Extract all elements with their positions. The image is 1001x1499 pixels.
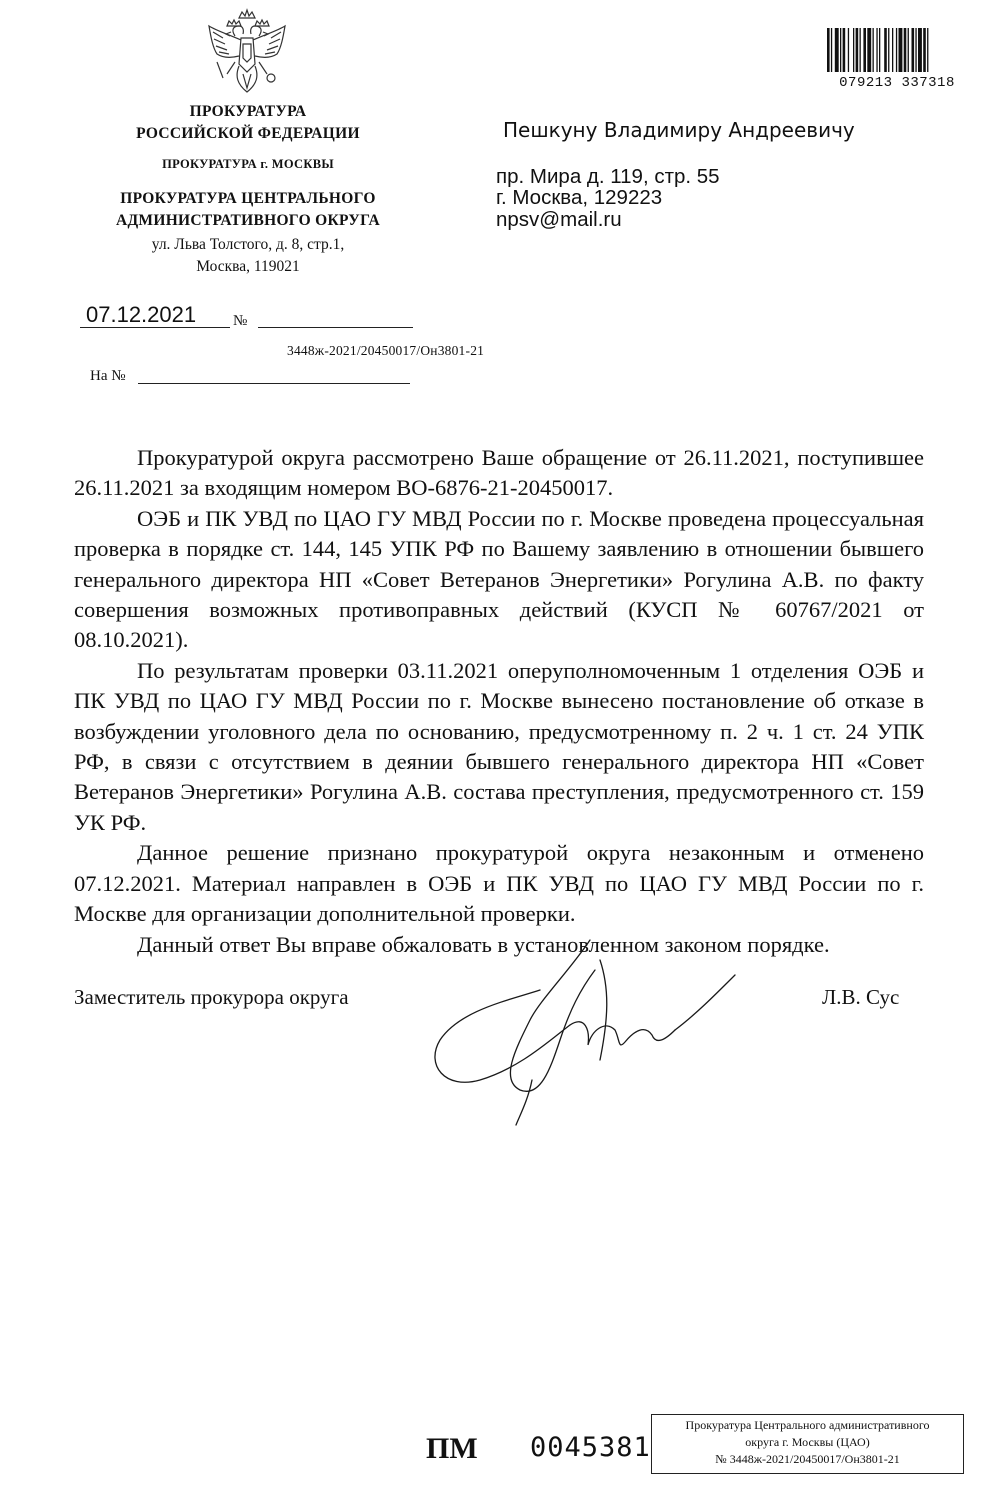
org-name-line5: АДМИНИСТРАТИВНОГО ОКРУГА bbox=[115, 212, 381, 229]
reply-to-underline bbox=[138, 383, 410, 384]
barcode-bar bbox=[888, 28, 889, 72]
barcode-bar bbox=[860, 28, 861, 72]
barcode-bar bbox=[873, 28, 874, 72]
barcode-bar bbox=[835, 28, 839, 72]
barcode bbox=[825, 28, 967, 80]
org-address-line1: ул. Льва Толстого, д. 8, стр.1, bbox=[151, 236, 345, 253]
barcode-bar bbox=[848, 28, 849, 72]
body-paragraph-5: Данный ответ Вы вправе обжаловать в установленном законом порядке. bbox=[137, 931, 830, 957]
body-paragraph-4: Данное решение признано прокуратурой округа незаконным и отменено 07.12.2021. Материал направлен в ОЭБ и ПК УВД по ЦАО ГУ МВД России по г. Москве для организации дополнительной проверки. bbox=[74, 840, 924, 927]
barcode-bar bbox=[853, 28, 854, 72]
barcode-bar bbox=[908, 28, 909, 72]
number-label: № bbox=[233, 313, 248, 329]
recipient-address-line2: г. Москва, 129223 bbox=[496, 186, 663, 209]
barcode-bar bbox=[863, 28, 866, 72]
recipient-email: npsv@mail.ru bbox=[496, 208, 622, 231]
org-name-line4: ПРОКУРАТУРА ЦЕНТРАЛЬНОГО bbox=[120, 190, 376, 207]
org-address-line2: Москва, 119021 bbox=[196, 258, 300, 275]
barcode-bar bbox=[899, 28, 903, 72]
date-underline bbox=[80, 327, 230, 328]
recipient-address-line1: пр. Мира д. 119, стр. 55 bbox=[496, 165, 720, 188]
barcode-bar bbox=[923, 28, 926, 72]
barcode-bar bbox=[843, 28, 846, 72]
number-underline bbox=[258, 327, 413, 328]
recipient-name: Пешкуну Владимиру Андреевичу bbox=[503, 118, 855, 142]
stamp-line1: Прокуратура Центрального административного bbox=[685, 1418, 930, 1432]
barcode-bar bbox=[856, 28, 859, 72]
signatory-name: Л.В. Сус bbox=[822, 985, 900, 1009]
barcode-bar bbox=[831, 28, 832, 72]
registration-stamp bbox=[651, 1414, 964, 1474]
body-paragraph-2: ОЭБ и ПК УВД по ЦАО ГУ МВД России по г. Москве проведена процессуальная проверка в порядке ст. 144, 145 УПК РФ по Вашему заявлению в отношении бывшего генерального директора НП «Совет Ветеранов Энергетики» Рогулина А.В. по факту совершения возможных противоправных действий (КУСП № 60767/2021 от 08.10.2021). bbox=[74, 505, 924, 653]
barcode-bar bbox=[896, 28, 897, 72]
signatory-position: Заместитель прокурора округа bbox=[74, 985, 349, 1009]
stamp-line2: округа г. Москвы (ЦАО) bbox=[745, 1435, 870, 1449]
handwritten-signature bbox=[420, 930, 740, 1130]
barcode-bar bbox=[827, 28, 830, 72]
barcode-bar bbox=[867, 28, 871, 72]
barcode-bar bbox=[892, 28, 893, 72]
stamp-line3: № 3448ж-2021/20450017/Он3801-21 bbox=[715, 1452, 900, 1466]
form-serial-number: 0045381 bbox=[530, 1432, 651, 1463]
russian-coat-of-arms-icon bbox=[205, 8, 289, 96]
form-series: ПМ bbox=[426, 1432, 478, 1465]
barcode-bar bbox=[918, 28, 922, 72]
barcode-bar bbox=[884, 28, 887, 72]
org-name-line2: РОССИЙСКОЙ ФЕДЕРАЦИИ bbox=[136, 125, 360, 142]
document-date: 07.12.2021 bbox=[86, 302, 197, 327]
reply-to-label: На № bbox=[90, 368, 126, 384]
registration-number: 3448ж-2021/20450017/Он3801-21 bbox=[287, 343, 485, 358]
barcode-bar bbox=[840, 28, 841, 72]
barcode-number: 079213 337318 bbox=[839, 75, 955, 91]
barcode-bar bbox=[904, 28, 907, 72]
barcode-bar bbox=[879, 28, 880, 72]
barcode-bar bbox=[912, 28, 915, 72]
body-paragraph-1: Прокуратурой округа рассмотрено Ваше обращение от 26.11.2021, поступившее 26.11.2021 за входящим номером ВО-6876-21-20450017. bbox=[74, 445, 924, 501]
body-paragraph-3: По результатам проверки 03.11.2021 оперуполномоченным 1 отделения ОЭБ и ПК УВД по ЦАО ГУ МВД России по г. Москве вынесено постановление об отказе в возбуждении уголовного дела по основанию, предусмотренному п. 2 ч. 1 ст. 24 УПК РФ, в связи с отсутствием в деянии бывшего генерального директора НП «Совет Ветеранов Энергетики» Рогулина А.В. состава преступления, предусмотренного ст. 159 УК РФ. bbox=[74, 657, 924, 835]
org-name-line3: ПРОКУРАТУРА г. МОСКВЫ bbox=[162, 157, 334, 171]
barcode-bar bbox=[876, 28, 877, 72]
barcode-bar bbox=[915, 28, 916, 72]
org-name-line1: ПРОКУРАТУРА bbox=[189, 103, 307, 120]
barcode-bar bbox=[927, 28, 928, 72]
letter-body bbox=[74, 443, 924, 960]
